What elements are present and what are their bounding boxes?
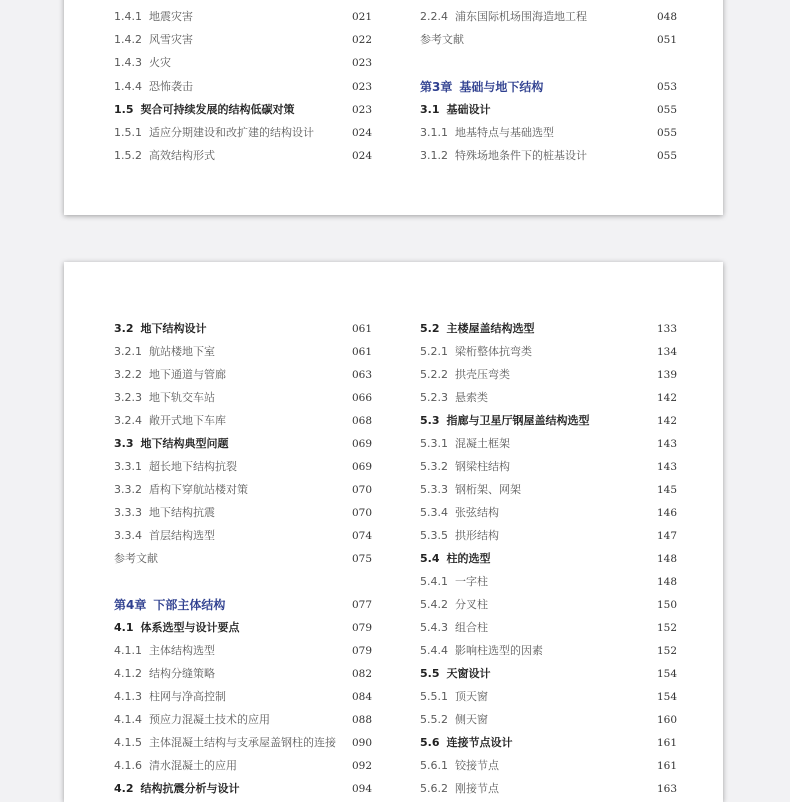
toc-page-number: 150 — [657, 599, 678, 611]
toc-entry-number: 4.1.1 — [114, 644, 142, 657]
toc-entry-text: 柱的选型 — [446, 552, 491, 565]
toc-subsection-entry — [420, 146, 682, 166]
toc-page-number: 055 — [657, 103, 678, 116]
toc-page-upper — [64, 0, 723, 215]
toc-entry-title — [114, 733, 336, 753]
toc-page-number: 069 — [352, 438, 373, 450]
toc-page-number: 022 — [352, 34, 373, 47]
toc-section-entry — [420, 100, 682, 120]
toc-entry-title — [114, 756, 237, 776]
toc-entry-title — [114, 687, 226, 707]
toc-entry-number: 5.4 — [420, 552, 440, 565]
toc-entry-number: 1.5.2 — [114, 149, 142, 163]
toc-entry-title — [420, 664, 491, 684]
toc-subsection-entry — [114, 388, 373, 408]
toc-entry-text: 基础设计 — [446, 102, 491, 116]
toc-entry-text: 组合柱 — [455, 621, 488, 634]
toc-section-entry — [420, 733, 682, 753]
toc-entry-text: 体系选型与设计要点 — [140, 621, 240, 634]
toc-entry-number: 1.4.4 — [114, 79, 142, 93]
toc-entry-title — [420, 526, 499, 546]
toc-entry-number: 5.2 — [420, 322, 440, 335]
toc-page-number: 079 — [352, 645, 373, 657]
toc-entry-title — [114, 526, 215, 546]
toc-page-number: 152 — [657, 645, 678, 657]
toc-page-number: 133 — [657, 323, 678, 335]
toc-entry-number: 5.3.2 — [420, 460, 448, 473]
toc-section-entry — [114, 100, 373, 120]
toc-page-number: 142 — [657, 392, 678, 404]
toc-chapter-entry — [114, 595, 373, 615]
toc-page-number: 068 — [352, 415, 373, 427]
toc-references-entry — [114, 549, 373, 569]
toc-entry-title — [420, 434, 510, 454]
toc-entry-title — [114, 480, 248, 500]
toc-page-number: 070 — [352, 484, 373, 496]
toc-subsection-entry — [114, 7, 373, 27]
toc-spacer — [420, 53, 682, 73]
toc-section-entry — [420, 664, 682, 684]
toc-entry-text: 铰接节点 — [455, 759, 499, 772]
toc-entry-title — [114, 53, 171, 73]
toc-entry-title — [420, 100, 491, 120]
toc-subsection-entry — [114, 123, 373, 143]
toc-page-number: 090 — [352, 737, 373, 749]
toc-entry-text: 柱网与净高控制 — [149, 690, 226, 703]
toc-entry-number: 1.5 — [114, 102, 134, 116]
toc-subsection-entry — [420, 434, 682, 454]
toc-entry-number: 5.3.1 — [420, 437, 448, 450]
toc-entry-text: 侧天窗 — [455, 713, 488, 726]
toc-entry-text: 清水混凝土的应用 — [149, 759, 237, 772]
toc-entry-number: 3.2.2 — [114, 368, 142, 381]
toc-entry-number: 3.1 — [420, 102, 440, 116]
toc-entry-number: 5.2.1 — [420, 345, 448, 358]
toc-entry-text: 特殊场地条件下的桩基设计 — [455, 149, 587, 163]
toc-entry-number: 3.3.1 — [114, 460, 142, 473]
toc-entry-title — [114, 457, 237, 477]
toc-entry-title — [114, 779, 240, 799]
toc-entry-title — [420, 388, 488, 408]
toc-entry-number: 4.1.5 — [114, 736, 142, 749]
toc-entry-text: 地下结构设计 — [140, 322, 207, 335]
toc-entry-number: 5.5.1 — [420, 690, 448, 703]
toc-section-entry — [420, 411, 682, 431]
toc-page-number: 023 — [352, 103, 373, 116]
toc-entry-number: 3.1.2 — [420, 149, 448, 163]
toc-subsection-entry — [114, 641, 373, 661]
toc-entry-title — [420, 480, 521, 500]
toc-entry-title — [114, 503, 215, 523]
toc-page-number: 055 — [657, 150, 678, 163]
toc-entry-number: 4.1.3 — [114, 690, 142, 703]
toc-references-entry — [420, 30, 682, 50]
toc-page-number: 148 — [657, 553, 678, 565]
toc-entry-number: 1.4.3 — [114, 56, 142, 70]
toc-section-entry — [420, 319, 682, 339]
toc-entry-number: 3.2.3 — [114, 391, 142, 404]
toc-entry-title — [420, 342, 532, 362]
toc-subsection-entry — [420, 526, 682, 546]
toc-subsection-entry — [420, 457, 682, 477]
toc-entry-title — [420, 319, 535, 339]
toc-chapter-entry — [420, 77, 682, 97]
toc-entry-number: 5.2.3 — [420, 391, 448, 404]
toc-page-number: 082 — [352, 668, 373, 680]
toc-page-number: 142 — [657, 415, 678, 427]
toc-entry-title — [420, 7, 587, 27]
toc-spacer — [114, 572, 369, 592]
toc-entry-text: 地下结构抗震 — [149, 506, 215, 519]
toc-entry-text: 拱形结构 — [455, 529, 499, 542]
toc-page-number: 061 — [352, 323, 373, 335]
toc-subsection-entry — [114, 146, 373, 166]
toc-entry-title — [114, 319, 207, 339]
toc-entry-title — [114, 365, 226, 385]
toc-entry-text: 结构分缝策略 — [149, 667, 215, 680]
toc-entry-title — [114, 123, 314, 143]
toc-entry-number: 5.3 — [420, 414, 440, 427]
toc-entry-number: 5.3.3 — [420, 483, 448, 496]
toc-entry-number: 4.1.2 — [114, 667, 142, 680]
toc-page-number: 088 — [352, 714, 373, 726]
toc-entry-title — [114, 388, 215, 408]
toc-page-number: 143 — [657, 461, 678, 473]
toc-page-number: 163 — [657, 783, 678, 795]
toc-subsection-entry — [420, 388, 682, 408]
toc-entry-title — [114, 411, 226, 431]
toc-entry-number: 5.2.2 — [420, 368, 448, 381]
toc-page-number: 152 — [657, 622, 678, 634]
toc-entry-title — [114, 30, 193, 50]
toc-entry-text: 地下通道与管廊 — [149, 368, 226, 381]
toc-entry-number: 第4章 — [114, 598, 147, 612]
toc-entry-title — [420, 641, 543, 661]
toc-section-entry — [114, 434, 373, 454]
toc-entry-number: 1.5.1 — [114, 126, 142, 139]
toc-entry-title — [114, 146, 215, 166]
toc-page-number: 070 — [352, 507, 373, 519]
toc-subsection-entry — [114, 53, 373, 73]
toc-entry-title — [114, 100, 295, 120]
toc-page-number: 134 — [657, 346, 678, 358]
toc-entry-text: 恐怖袭击 — [149, 79, 193, 93]
toc-entry-title — [420, 618, 488, 638]
toc-page-number: 154 — [657, 668, 678, 680]
toc-entry-text: 天窗设计 — [446, 667, 491, 680]
toc-entry-text: 航站楼地下室 — [149, 345, 215, 358]
toc-page-number: 161 — [657, 760, 678, 772]
toc-entry-text: 地下结构典型问题 — [140, 437, 229, 450]
toc-subsection-entry — [420, 123, 682, 143]
toc-section-entry — [420, 549, 682, 569]
toc-entry-title — [114, 549, 158, 569]
toc-entry-title — [114, 342, 215, 362]
toc-entry-text: 火灾 — [149, 56, 171, 70]
toc-entry-text: 钢桁架、网架 — [455, 483, 521, 496]
toc-entry-text: 结构抗震分析与设计 — [140, 782, 240, 795]
toc-page-number: 074 — [352, 530, 373, 542]
toc-entry-title — [420, 549, 491, 569]
toc-page-number: 160 — [657, 714, 678, 726]
toc-entry-text: 主楼屋盖结构选型 — [446, 322, 535, 335]
toc-subsection-entry — [420, 687, 682, 707]
toc-page-number: 075 — [352, 553, 373, 565]
toc-subsection-entry — [420, 779, 682, 799]
toc-entry-text: 梁桁整体抗弯类 — [455, 345, 532, 358]
toc-entry-title — [420, 123, 554, 143]
toc-entry-number: 5.5 — [420, 667, 440, 680]
toc-entry-number: 3.2 — [114, 322, 134, 335]
toc-subsection-entry — [114, 457, 373, 477]
toc-entry-number: 第3章 — [420, 79, 453, 94]
toc-page-number: 048 — [657, 11, 678, 23]
toc-entry-text: 超长地下结构抗裂 — [149, 460, 237, 473]
toc-entry-text: 高效结构形式 — [149, 149, 215, 163]
toc-entry-text: 地基特点与基础选型 — [455, 126, 554, 139]
toc-entry-text: 主体混凝土结构与支承屋盖钢柱的连接 — [149, 736, 336, 749]
toc-page-lower — [64, 262, 723, 802]
toc-subsection-entry — [114, 480, 373, 500]
toc-page-number: 161 — [657, 737, 678, 749]
toc-subsection-entry — [114, 342, 373, 362]
toc-page-number: 084 — [352, 691, 373, 703]
toc-subsection-entry — [114, 526, 373, 546]
toc-subsection-entry — [114, 710, 373, 730]
toc-entry-text: 分叉柱 — [455, 598, 488, 611]
toc-entry-text: 参考文献 — [114, 552, 158, 565]
toc-page-number: 146 — [657, 507, 678, 519]
toc-subsection-entry — [114, 503, 373, 523]
toc-entry-title — [420, 710, 488, 730]
toc-entry-title — [420, 30, 464, 50]
toc-entry-number: 5.5.2 — [420, 713, 448, 726]
toc-entry-number: 1.4.2 — [114, 33, 142, 47]
toc-entry-text: 地下轨交车站 — [149, 391, 215, 404]
toc-subsection-entry — [114, 30, 373, 50]
toc-entry-title — [420, 457, 510, 477]
toc-page-number: 069 — [352, 461, 373, 473]
toc-entry-text: 主体结构选型 — [149, 644, 215, 657]
toc-entry-title — [420, 77, 543, 97]
toc-subsection-entry — [420, 342, 682, 362]
toc-page-number: 024 — [352, 127, 373, 139]
toc-entry-title — [420, 595, 488, 615]
toc-page-number: 077 — [352, 599, 373, 611]
toc-entry-number: 5.4.2 — [420, 598, 448, 611]
toc-entry-text: 首层结构选型 — [149, 529, 215, 542]
toc-entry-text: 悬索类 — [455, 391, 488, 404]
toc-entry-title — [420, 411, 590, 431]
toc-entry-number: 4.1 — [114, 621, 134, 634]
toc-page-number: 154 — [657, 691, 678, 703]
toc-entry-text: 张弦结构 — [455, 506, 499, 519]
toc-entry-title — [114, 618, 240, 638]
toc-entry-text: 敞开式地下车库 — [149, 414, 226, 427]
toc-entry-number: 4.1.4 — [114, 713, 142, 726]
toc-page-number: 147 — [657, 530, 678, 542]
toc-entry-text: 地震灾害 — [149, 10, 193, 23]
toc-subsection-entry — [114, 365, 373, 385]
toc-entry-number: 3.3.3 — [114, 506, 142, 519]
toc-entry-number: 1.4.1 — [114, 10, 142, 23]
toc-subsection-entry — [420, 756, 682, 776]
toc-entry-number: 5.6.1 — [420, 759, 448, 772]
toc-entry-text: 刚接节点 — [455, 782, 499, 795]
toc-subsection-entry — [114, 664, 373, 684]
toc-entry-text: 预应力混凝土技术的应用 — [149, 713, 270, 726]
toc-entry-text: 参考文献 — [420, 33, 464, 47]
toc-page-number: 143 — [657, 438, 678, 450]
toc-subsection-entry — [420, 572, 682, 592]
toc-entry-title — [114, 77, 193, 97]
toc-entry-title — [114, 7, 193, 27]
toc-subsection-entry — [420, 7, 682, 27]
toc-entry-text: 基础与地下结构 — [459, 79, 544, 94]
toc-entry-number: 3.3.2 — [114, 483, 142, 496]
toc-entry-title — [420, 572, 488, 592]
toc-section-entry — [114, 319, 373, 339]
toc-entry-number: 3.2.1 — [114, 345, 142, 358]
toc-entry-number: 3.3.4 — [114, 529, 142, 542]
toc-subsection-entry — [114, 411, 373, 431]
toc-subsection-entry — [420, 641, 682, 661]
toc-page-number: 053 — [657, 80, 678, 93]
toc-entry-text: 钢梁柱结构 — [455, 460, 510, 473]
toc-page-number: 066 — [352, 392, 373, 404]
toc-subsection-entry — [114, 77, 373, 97]
toc-subsection-entry — [420, 710, 682, 730]
toc-entry-text: 顶天窗 — [455, 690, 488, 703]
toc-entry-number: 3.2.4 — [114, 414, 142, 427]
toc-page-number: 055 — [657, 127, 678, 139]
toc-subsection-entry — [114, 733, 373, 753]
toc-entry-title — [420, 365, 510, 385]
toc-page-number: 021 — [352, 11, 373, 23]
toc-page-number: 139 — [657, 369, 678, 381]
toc-entry-text: 影响柱选型的因素 — [455, 644, 543, 657]
toc-page-number: 094 — [352, 783, 373, 795]
toc-entry-number: 5.4.4 — [420, 644, 448, 657]
toc-entry-number: 5.6 — [420, 736, 440, 749]
toc-page-number: 023 — [352, 57, 373, 70]
toc-entry-number: 5.4.3 — [420, 621, 448, 634]
toc-entry-text: 一字柱 — [455, 575, 488, 588]
toc-page-number: 063 — [352, 369, 373, 381]
toc-entry-text: 混凝土框架 — [455, 437, 510, 450]
toc-entry-title — [114, 710, 270, 730]
toc-page-number: 061 — [352, 346, 373, 358]
toc-entry-text: 适应分期建设和改扩建的结构设计 — [149, 126, 314, 139]
toc-entry-number: 5.3.4 — [420, 506, 448, 519]
toc-subsection-entry — [420, 480, 682, 500]
toc-page-number: 051 — [657, 34, 678, 47]
toc-entry-number: 5.4.1 — [420, 575, 448, 588]
toc-entry-title — [114, 664, 215, 684]
toc-section-entry — [114, 618, 373, 638]
toc-entry-text: 连接节点设计 — [446, 736, 513, 749]
toc-entry-title — [420, 687, 488, 707]
toc-subsection-entry — [114, 687, 373, 707]
toc-entry-number: 4.1.6 — [114, 759, 142, 772]
toc-entry-text: 拱壳压弯类 — [455, 368, 510, 381]
toc-subsection-entry — [420, 595, 682, 615]
toc-page-number: 092 — [352, 760, 373, 772]
toc-page-number: 023 — [352, 80, 373, 93]
toc-entry-title — [114, 595, 225, 615]
toc-entry-number: 3.1.1 — [420, 126, 448, 139]
toc-entry-text: 指廊与卫星厅钢屋盖结构选型 — [446, 414, 590, 427]
toc-entry-title — [114, 434, 229, 454]
toc-entry-title — [420, 779, 499, 799]
toc-entry-number: 3.3 — [114, 437, 134, 450]
toc-entry-title — [420, 756, 499, 776]
toc-page-number: 145 — [657, 484, 678, 496]
toc-subsection-entry — [420, 618, 682, 638]
toc-entry-title — [420, 503, 499, 523]
toc-entry-text: 下部主体结构 — [153, 598, 226, 612]
toc-entry-title — [114, 641, 215, 661]
toc-subsection-entry — [420, 365, 682, 385]
toc-entry-text: 契合可持续发展的结构低碳对策 — [140, 102, 295, 116]
toc-page-number: 024 — [352, 150, 373, 163]
toc-entry-title — [420, 733, 513, 753]
toc-page-number: 148 — [657, 576, 678, 588]
toc-page-number: 079 — [352, 622, 373, 634]
toc-subsection-entry — [420, 503, 682, 523]
toc-entry-text: 盾构下穿航站楼对策 — [149, 483, 248, 496]
toc-entry-title — [420, 146, 587, 166]
toc-entry-number: 4.2 — [114, 782, 134, 795]
toc-section-entry — [114, 779, 373, 799]
toc-entry-text: 浦东国际机场围海造地工程 — [455, 10, 587, 23]
toc-entry-number: 2.2.4 — [420, 10, 448, 23]
toc-entry-text: 风雪灾害 — [149, 33, 193, 47]
toc-entry-number: 5.3.5 — [420, 529, 448, 542]
toc-entry-number: 5.6.2 — [420, 782, 448, 795]
toc-subsection-entry — [114, 756, 373, 776]
